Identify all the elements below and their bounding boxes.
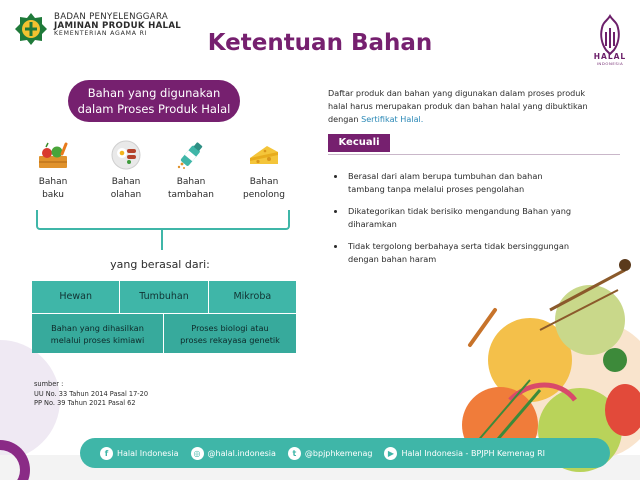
category-bahan-penolong	[231, 138, 297, 202]
page-title: Ketentuan Bahan	[207, 30, 433, 56]
source-table-bottom-row	[32, 313, 296, 353]
org-line-1: BADAN PENYELENGGARA	[54, 12, 169, 22]
facebook-text: Halal Indonesia	[117, 448, 179, 458]
sumber-label: sumber :	[34, 380, 64, 388]
prepared-food-plate-icon	[109, 138, 143, 172]
grouping-bracket	[36, 210, 290, 230]
source-cell-hewan: Hewan	[32, 281, 120, 313]
source-cell-biologi	[164, 314, 296, 353]
category-label-line1: Bahan	[38, 177, 68, 187]
source-cell-mikroba: Mikroba	[233, 291, 272, 302]
kecuali-divider	[328, 154, 620, 155]
category-bahan-tambahan	[158, 138, 224, 202]
source-heading: yang berasal dari:	[110, 258, 210, 271]
intro-paragraph	[328, 87, 618, 125]
source-cell-line2: melalui proses kimiawi	[50, 335, 145, 345]
category-label-line2: olahan	[110, 190, 142, 200]
source-table-top-row	[32, 281, 296, 313]
kecuali-label: Kecuali	[328, 134, 390, 152]
twitter-icon: t	[288, 447, 301, 460]
materials-heading-pill	[68, 80, 240, 122]
cheese-icon	[247, 138, 281, 172]
org-line-2: JAMINAN PRODUK HALAL	[54, 21, 182, 32]
social-footer	[80, 438, 610, 468]
source-cell-tumbuhan: Tumbuhan	[120, 281, 208, 313]
source-references	[34, 380, 148, 409]
list-item-line1: Tidak tergolong berbahaya serta tidak bersinggungan	[348, 241, 570, 252]
youtube-link[interactable]	[384, 447, 545, 460]
halal-logo-subtext: INDONESIA	[596, 61, 624, 66]
youtube-text: Halal Indonesia - BPJPH Kemenag RI	[401, 448, 546, 458]
sumber-line-2: PP No. 39 Tahun 2021 Pasal 62	[34, 399, 136, 408]
list-item-line1: Dikategorikan tidak berisiko mengandung Bahan yang	[348, 206, 572, 217]
youtube-icon: ▶	[384, 447, 397, 460]
list-item-line1: Berasal dari alam berupa tumbuhan dan bahan	[348, 171, 543, 181]
additive-bottle-icon	[174, 138, 208, 172]
pill-line-1: Bahan yang digunakan	[87, 86, 221, 100]
source-cell-line2: proses rekayasa genetik	[180, 335, 280, 345]
list-item-line2: dengan bahan haram	[348, 253, 437, 264]
halal-logo-text: HALAL	[593, 52, 627, 61]
instagram-link[interactable]	[191, 447, 276, 460]
source-cell-kimiawi	[32, 314, 164, 353]
grouping-bracket-stem	[161, 230, 163, 250]
category-bahan-baku	[20, 138, 86, 202]
source-cell-line1: Bahan yang dihasilkan	[51, 323, 144, 333]
category-label-line1: Bahan	[249, 177, 279, 187]
org-line-3: KEMENTERIAN AGAMA RI	[54, 30, 148, 38]
vegetables-crate-icon	[36, 138, 70, 172]
list-item	[330, 170, 590, 195]
category-label-line1: Bahan	[176, 177, 206, 187]
category-label-line2: baku	[42, 190, 64, 200]
instagram-text: @halal.indonesia	[207, 448, 276, 458]
category-label-line1: Bahan	[111, 177, 141, 187]
instagram-icon: ◎	[191, 447, 204, 460]
list-item-line2: tambang tanpa melalui proses pengolahan	[348, 183, 525, 194]
twitter-link[interactable]	[288, 447, 373, 460]
facebook-icon: f	[100, 447, 113, 460]
facebook-link[interactable]	[100, 447, 179, 460]
pill-line-2: dalam Proses Produk Halal	[77, 102, 231, 116]
sumber-line-1: UU No. 33 Tahun 2014 Pasal 17-20	[34, 389, 149, 398]
sertifikat-halal-link[interactable]: Sertifikat Halal.	[361, 113, 424, 124]
intro-line-1: Daftar produk dan bahan yang digunakan dalam proses produk	[328, 88, 586, 98]
twitter-text: @bpjphkemenag	[304, 448, 373, 458]
list-item-line2: diharamkan	[348, 218, 397, 229]
list-item	[330, 205, 590, 230]
intro-line-2: halal harus merupakan produk dan bahan halal yang dibuktikan	[328, 100, 588, 111]
category-label-line2: tambahan	[168, 190, 214, 200]
category-label-line2: penolong	[243, 190, 285, 200]
source-cell-line1: Proses biologi atau	[191, 323, 269, 333]
intro-line-3: dengan	[328, 113, 359, 124]
category-bahan-olahan	[93, 138, 159, 202]
